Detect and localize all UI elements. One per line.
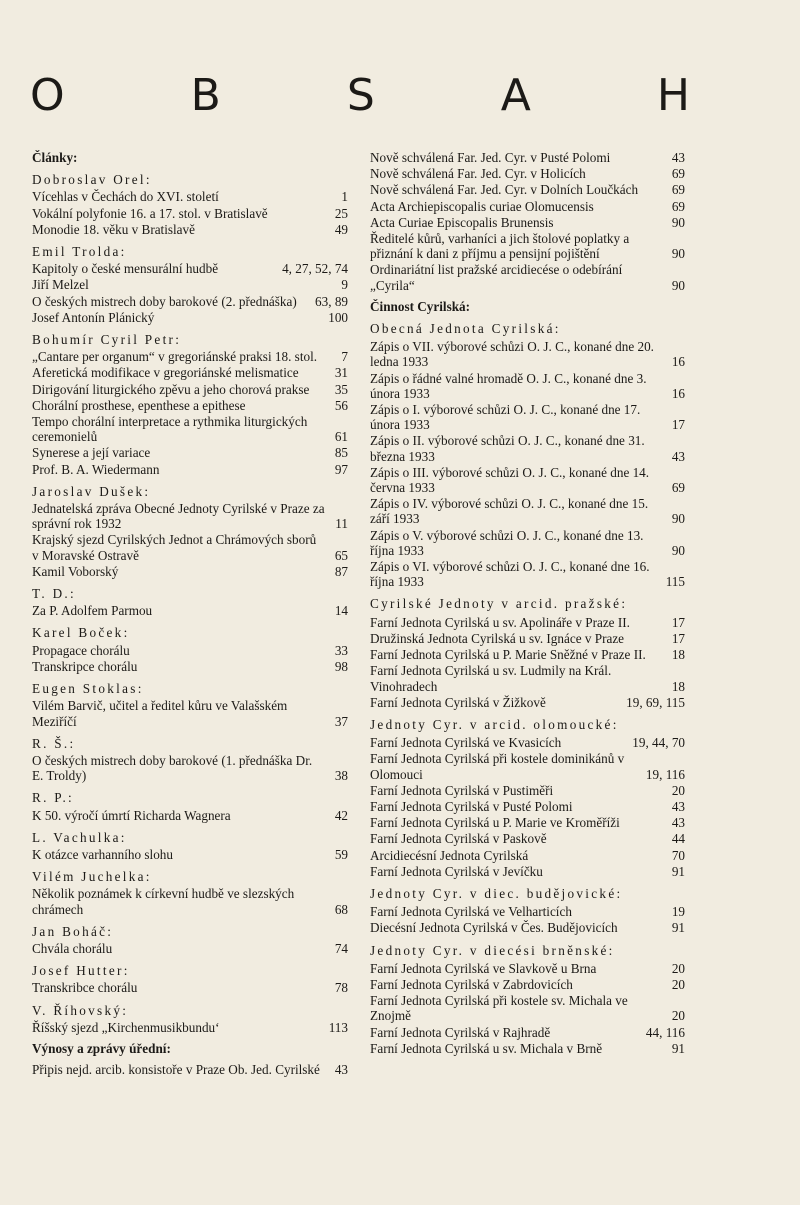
toc-entry bbox=[370, 465, 685, 495]
entry-page: 61 bbox=[334, 429, 348, 445]
entry-title: Kamil Voborský bbox=[32, 563, 119, 579]
entry-title: Farní Jednota Cyrilská při kostele sv. Michala ve Znojmě bbox=[370, 993, 628, 1024]
entry-title: Zápis o II. výborové schůzi O. J. C., konané dne 31. března 1933 bbox=[370, 433, 645, 464]
entry-title: Ordinariátní list pražské arcidiecése o odebírání „Cyrila“ bbox=[370, 262, 623, 293]
entry-title: Synerese a její variace bbox=[32, 445, 151, 461]
entry-page: 98 bbox=[334, 658, 348, 674]
toc-entry bbox=[32, 980, 348, 995]
toc-entry bbox=[32, 261, 348, 276]
entry-title: O českých mistrech doby barokové (2. přednáška) bbox=[32, 293, 297, 309]
author-name: L. Vachulka: bbox=[32, 829, 127, 845]
entry-page: 17 bbox=[671, 630, 685, 646]
group-heading: Cyrilské Jednoty v arcid. pražské: bbox=[370, 596, 628, 612]
toc-entry bbox=[370, 528, 685, 558]
entry-page: 14 bbox=[334, 603, 348, 619]
entry-title: Zápis o VI. výborové schůzi O. J. C., konané dne 16. října 1933 bbox=[370, 559, 650, 590]
toc-entry bbox=[370, 904, 685, 919]
toc-entry bbox=[370, 831, 685, 846]
toc-entry bbox=[370, 166, 685, 181]
toc-entry bbox=[370, 799, 685, 814]
entry-title: Farní Jednota Cyrilská ve Slavkově u Brna bbox=[370, 960, 597, 976]
toc-entry bbox=[370, 1041, 685, 1056]
toc-entry bbox=[32, 501, 348, 531]
toc-entry bbox=[370, 199, 685, 214]
toc-entry bbox=[32, 462, 348, 477]
entry-page: 25 bbox=[334, 205, 348, 221]
entry-title: Jednatelská zpráva Obecné Jednoty Cyrilské v Praze za správní rok 1932 bbox=[32, 501, 325, 532]
toc-entry bbox=[370, 920, 685, 935]
toc-entry bbox=[32, 365, 348, 380]
toc-entry bbox=[32, 643, 348, 658]
entry-title: Vokální polyfonie 16. a 17. stol. v Bratislavě bbox=[32, 205, 268, 221]
entry-page: 31 bbox=[334, 365, 348, 381]
entry-title: Zápis o V. výborové schůzi O. J. C., konané dne 13. října 1933 bbox=[370, 527, 644, 558]
entry-title: Chvála chorálu bbox=[32, 940, 113, 956]
toc-entry bbox=[32, 808, 348, 823]
entry-page: 59 bbox=[334, 846, 348, 862]
author-name: Jan Boháč: bbox=[32, 923, 114, 939]
entry-title: Transkripce chorálu bbox=[32, 658, 138, 674]
group-heading: Obecná Jednota Cyrilská: bbox=[370, 321, 561, 337]
entry-page: 38 bbox=[334, 768, 348, 784]
entry-page: 35 bbox=[334, 381, 348, 397]
entry-title: Farní Jednota Cyrilská v Jevíčku bbox=[370, 863, 543, 879]
entry-page: 43 bbox=[671, 150, 685, 165]
entry-title: Farní Jednota Cyrilská v Zabrdovicích bbox=[370, 976, 573, 992]
toc-entry bbox=[370, 695, 685, 710]
entry-page: 20 bbox=[671, 960, 685, 976]
entry-title: Diecésní Jednota Cyrilská v Čes. Budějovicích bbox=[370, 920, 618, 936]
entry-title: Propagace chorálu bbox=[32, 642, 130, 658]
toc-entry bbox=[32, 698, 348, 728]
toc-entry bbox=[32, 847, 348, 862]
entry-page: 100 bbox=[328, 309, 348, 325]
toc-entry bbox=[32, 310, 348, 325]
toc-entry bbox=[32, 532, 348, 562]
toc-entry bbox=[32, 659, 348, 674]
entry-title: Farní Jednota Cyrilská v Paskově bbox=[370, 831, 547, 847]
toc-entry bbox=[370, 182, 685, 197]
toc-entry bbox=[370, 864, 685, 879]
page-title bbox=[30, 70, 690, 122]
author-name: Bohumír Cyril Petr: bbox=[32, 332, 182, 348]
toc-entry bbox=[32, 886, 348, 916]
section-heading: Činnost Cyrilská: bbox=[370, 298, 471, 314]
entry-page: 91 bbox=[671, 1040, 685, 1056]
toc-entry bbox=[370, 848, 685, 863]
entry-page: 90 bbox=[671, 277, 685, 293]
entry-title: Farní Jednota Cyrilská v Rajhradě bbox=[370, 1024, 551, 1040]
toc-entry bbox=[370, 1025, 685, 1040]
author-name: Jaroslav Dušek: bbox=[32, 483, 151, 499]
entry-page: 43 bbox=[671, 798, 685, 814]
entry-title: Tempo chorální interpretace a rythmika liturgických ceremonielů bbox=[32, 414, 308, 445]
entry-title: Říšský sjezd „Kirchenmusikbundu‘ bbox=[32, 1019, 220, 1035]
toc-entry bbox=[32, 277, 348, 292]
entry-title: Vilém Barvič, učitel a ředitel kůru ve Valašském Meziříčí bbox=[32, 698, 288, 729]
toc-entry bbox=[370, 615, 685, 630]
toc-entry bbox=[32, 414, 348, 444]
toc-entry bbox=[370, 735, 685, 750]
entry-title: Transkribce chorálu bbox=[32, 980, 138, 996]
entry-page: 1 bbox=[341, 189, 348, 205]
title-letter: A bbox=[500, 70, 531, 121]
entry-title: Za P. Adolfem Parmou bbox=[32, 603, 153, 619]
toc-entry bbox=[370, 977, 685, 992]
entry-title: Farní Jednota Cyrilská u sv. Michala v Brně bbox=[370, 1040, 603, 1056]
entry-page: 90 bbox=[671, 511, 685, 527]
entry-page: 9 bbox=[341, 277, 348, 293]
entry-title: Ředitelé kůrů, varhaníci a jich štolové poplatky a přiznání k dani z příjmu a pensijní pojištění bbox=[370, 231, 630, 262]
toc-entry bbox=[370, 262, 685, 292]
toc-entry bbox=[370, 647, 685, 662]
entry-title: Zápis o IV. výborové schůzi O. J. C., konané dne 15. září 1933 bbox=[370, 496, 649, 527]
author-name: Karel Boček: bbox=[32, 625, 130, 641]
entry-title: K otázce varhanního slohu bbox=[32, 846, 173, 862]
entry-page: 115 bbox=[665, 574, 685, 590]
entry-page: 19, 116 bbox=[645, 766, 685, 782]
toc-entry bbox=[370, 559, 685, 589]
toc-entry bbox=[370, 231, 685, 261]
toc-entry bbox=[32, 1062, 348, 1077]
author-name: Emil Trolda: bbox=[32, 244, 127, 260]
entry-title: Arcidiecésní Jednota Cyrilská bbox=[370, 847, 529, 863]
entry-page: 42 bbox=[334, 807, 348, 823]
toc-entry bbox=[370, 150, 685, 165]
section-heading: Články: bbox=[32, 150, 78, 165]
entry-title: „Cantare per organum“ v gregoriánské praksi 18. stol. bbox=[32, 349, 318, 365]
entry-page: 33 bbox=[334, 642, 348, 658]
author-name: T. D.: bbox=[32, 586, 76, 602]
toc-entry bbox=[32, 1020, 348, 1035]
entry-page: 18 bbox=[671, 678, 685, 694]
entry-page: 90 bbox=[671, 214, 685, 230]
toc-entry bbox=[32, 603, 348, 618]
title-letter: H bbox=[656, 70, 690, 121]
entry-title: Zápis o řádné valné hromadě O. J. C., konané dne 3. února 1933 bbox=[370, 370, 647, 401]
entry-title: Chorální prosthese, epenthese a epithese bbox=[32, 397, 246, 413]
entry-title: K 50. výročí úmrtí Richarda Wagnera bbox=[32, 807, 231, 823]
entry-page: 19, 44, 70 bbox=[632, 735, 685, 751]
title-letter: O bbox=[30, 70, 65, 121]
entry-title: Farní Jednota Cyrilská v Pusté Polomi bbox=[370, 798, 573, 814]
toc-entry bbox=[370, 433, 685, 463]
entry-page: 56 bbox=[334, 397, 348, 413]
entry-page: 19, 69, 115 bbox=[626, 694, 685, 710]
title-letter: S bbox=[346, 70, 375, 121]
toc-entry bbox=[32, 222, 348, 237]
entry-title: Nově schválená Far. Jed. Cyr. v Dolních Loučkách bbox=[370, 182, 639, 198]
entry-page: 69 bbox=[671, 166, 685, 182]
entry-page: 20 bbox=[671, 782, 685, 798]
toc-entry bbox=[370, 663, 685, 693]
entry-title: Farní Jednota Cyrilská při kostele dominikánů v Olomouci bbox=[370, 751, 625, 782]
toc-entry bbox=[370, 961, 685, 976]
entry-title: Zápis o III. výborové schůzi O. J. C., konané dne 14. června 1933 bbox=[370, 464, 650, 496]
entry-page: 63, 89 bbox=[315, 293, 348, 309]
toc-entry bbox=[370, 751, 685, 781]
entry-page: 85 bbox=[334, 445, 348, 461]
entry-title: Acta Curiae Episcopalis Brunensis bbox=[370, 214, 554, 230]
entry-page: 87 bbox=[334, 563, 348, 579]
toc-entry bbox=[32, 564, 348, 579]
entry-page: 69 bbox=[671, 182, 685, 198]
entry-page: 68 bbox=[334, 901, 348, 917]
entry-title: Farní Jednota Cyrilská u P. Marie ve Kroměříži bbox=[370, 815, 620, 831]
entry-title: Jiří Melzel bbox=[32, 277, 89, 293]
entry-page: 65 bbox=[334, 547, 348, 563]
author-name: V. Říhovský: bbox=[32, 1002, 129, 1018]
entry-title: Nově schválená Far. Jed. Cyr. v Pusté Polomi bbox=[370, 150, 611, 165]
entry-page: 97 bbox=[334, 461, 348, 477]
author-name: R. P.: bbox=[32, 790, 75, 806]
entry-title: Farní Jednota Cyrilská u P. Marie Sněžné v Praze II. bbox=[370, 647, 646, 663]
toc-entry bbox=[32, 206, 348, 221]
entry-page: 16 bbox=[671, 385, 685, 401]
entry-title: Farní Jednota Cyrilská u sv. Apolináře v Praze II. bbox=[370, 614, 630, 630]
entry-page: 74 bbox=[334, 940, 348, 956]
entry-page: 90 bbox=[671, 542, 685, 558]
entry-title: Kapitoly o české mensurální hudbě bbox=[32, 261, 219, 277]
entry-page: 17 bbox=[671, 614, 685, 630]
entry-page: 16 bbox=[671, 354, 685, 370]
entry-page: 7 bbox=[341, 349, 348, 365]
toc-entry bbox=[370, 783, 685, 798]
entry-page: 69 bbox=[671, 480, 685, 496]
group-heading: Jednoty Cyr. v diec. budějovické: bbox=[370, 885, 623, 901]
toc-entry bbox=[32, 189, 348, 204]
entry-page: 43 bbox=[334, 1062, 348, 1078]
entry-title: Zápis o I. výborové schůzi O. J. C., konané dne 17. února 1933 bbox=[370, 402, 641, 433]
entry-page: 20 bbox=[671, 976, 685, 992]
author-name: R. Š.: bbox=[32, 735, 76, 751]
entry-page: 18 bbox=[671, 647, 685, 663]
entry-title: Prof. B. A. Wiedermann bbox=[32, 461, 160, 477]
entry-title: Farní Jednota Cyrilská ve Kvasicích bbox=[370, 735, 562, 751]
entry-page: 11 bbox=[335, 516, 348, 532]
toc-entry bbox=[32, 398, 348, 413]
entry-title: Družinská Jednota Cyrilská u sv. Ignáce v Praze bbox=[370, 630, 625, 646]
entry-page: 78 bbox=[334, 980, 348, 996]
entry-title: O českých mistrech doby barokové (1. přednáška Dr. E. Troldy) bbox=[32, 752, 313, 784]
entry-title: Několik poznámek k církevní hudbě ve slezských chrámech bbox=[32, 886, 295, 917]
toc-entry bbox=[32, 382, 348, 397]
entry-page: 70 bbox=[671, 847, 685, 863]
entry-title: Farní Jednota Cyrilská ve Velharticích bbox=[370, 904, 572, 920]
entry-title: Krajský sjezd Cyrilských Jednot a Chrámových sborů v Moravské Ostravě bbox=[32, 532, 317, 563]
section-heading: Výnosy a zprávy úřední: bbox=[32, 1040, 171, 1056]
entry-title: Farní Jednota Cyrilská v Žižkově bbox=[370, 694, 546, 710]
entry-page: 43 bbox=[671, 815, 685, 831]
toc-entry bbox=[32, 294, 348, 309]
entry-page: 20 bbox=[671, 1008, 685, 1024]
group-heading: Jednoty Cyr. v arcid. olomoucké: bbox=[370, 716, 619, 732]
toc-entry bbox=[32, 753, 348, 783]
author-name: Dobroslav Orel: bbox=[32, 172, 152, 188]
entry-page: 91 bbox=[671, 863, 685, 879]
entry-title: Dirigování liturgického zpěvu a jeho chorová prakse bbox=[32, 381, 310, 397]
entry-page: 69 bbox=[671, 198, 685, 214]
author-name: Eugen Stoklas: bbox=[32, 681, 144, 697]
entry-page: 17 bbox=[671, 417, 685, 433]
entry-title: Monodie 18. věku v Bratislavě bbox=[32, 221, 195, 237]
entry-page: 113 bbox=[328, 1019, 348, 1035]
entry-page: 43 bbox=[671, 448, 685, 464]
entry-title: Zápis o VII. výborové schůzi O. J. C., konané dne 20. ledna 1933 bbox=[370, 339, 654, 370]
entry-title: Aferetická modifikace v gregoriánské melismatice bbox=[32, 365, 299, 381]
entry-page: 44 bbox=[671, 831, 685, 847]
entry-page: 37 bbox=[334, 713, 348, 729]
author-name: Josef Hutter: bbox=[32, 963, 130, 979]
entry-title: Vícehlas v Čechách do XVI. století bbox=[32, 189, 219, 205]
toc-entry bbox=[370, 371, 685, 401]
toc-entry bbox=[370, 815, 685, 830]
toc-entry bbox=[370, 631, 685, 646]
entry-title: Acta Archiepiscopalis curiae Olomucensis bbox=[370, 198, 594, 214]
title-letter: B bbox=[190, 70, 221, 121]
author-name: Vilém Juchelka: bbox=[32, 869, 152, 885]
toc-entry bbox=[370, 215, 685, 230]
toc-entry bbox=[32, 941, 348, 956]
contents-left-column bbox=[32, 150, 348, 1078]
toc-entry bbox=[32, 349, 348, 364]
entry-title: Farní Jednota Cyrilská v Pustiměři bbox=[370, 782, 554, 798]
entry-title: Farní Jednota Cyrilská u sv. Ludmily na Král. Vinohradech bbox=[370, 663, 612, 694]
toc-entry bbox=[370, 402, 685, 432]
entry-page: 90 bbox=[671, 246, 685, 262]
toc-entry bbox=[370, 339, 685, 369]
entry-title: Nově schválená Far. Jed. Cyr. v Holicích bbox=[370, 166, 586, 182]
entry-title: Josef Antonín Plánický bbox=[32, 309, 155, 325]
entry-page: 44, 116 bbox=[645, 1024, 685, 1040]
entry-page: 49 bbox=[334, 221, 348, 237]
group-heading: Jednoty Cyr. v diecési brněnské: bbox=[370, 942, 615, 958]
entry-page: 4, 27, 52, 74 bbox=[282, 261, 348, 277]
toc-entry bbox=[370, 496, 685, 526]
toc-entry bbox=[370, 993, 685, 1023]
entry-title: Připis nejd. arcib. konsistoře v Praze Ob. Jed. Cyrilské bbox=[32, 1062, 320, 1078]
entry-page: 19 bbox=[671, 904, 685, 920]
contents-right-column bbox=[370, 150, 685, 1057]
entry-page: 91 bbox=[671, 920, 685, 936]
toc-entry bbox=[32, 445, 348, 460]
